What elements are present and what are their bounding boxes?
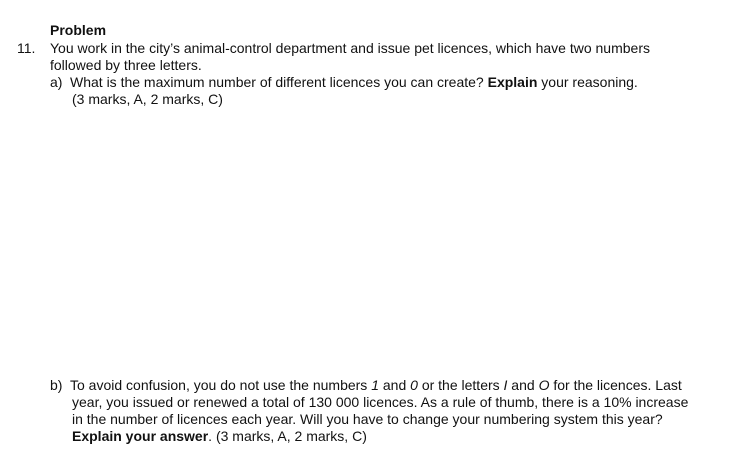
letter-i: I — [503, 377, 508, 393]
part-a-label: a) — [50, 74, 63, 90]
part-b-text: for the licences. Last — [549, 377, 682, 393]
part-a-bold: Explain — [487, 74, 538, 90]
part-a-marks: (3 marks, A, 2 marks, C) — [72, 91, 223, 107]
part-a — [50, 74, 730, 91]
part-b-line-1 — [50, 377, 730, 394]
section-heading: Problem — [50, 22, 107, 38]
part-a-text: What is the maximum number of different licences you can create? — [70, 74, 488, 90]
question-number: 11. — [17, 40, 36, 56]
number-one: 1 — [371, 377, 379, 393]
stem-line-1: You work in the city’s animal-control department and issue pet licences, which have two numbers — [50, 40, 650, 56]
part-b-marks: . (3 marks, A, 2 marks, C) — [208, 428, 367, 444]
stem-line-2: followed by three letters. — [50, 57, 202, 73]
part-a-text-after: your reasoning. — [537, 74, 638, 90]
part-b-line-2: year, you issued or renewed a total of 130 000 licences. As a rule of thumb, there is a 10% increase — [72, 394, 689, 410]
part-b — [50, 377, 730, 445]
part-b-text: To avoid confusion, you do not use the numbers — [70, 377, 372, 393]
part-b-text: and — [507, 377, 539, 393]
part-b-line-3: in the number of licences each year. Will you have to change your numbering system this year? — [72, 411, 663, 427]
number-zero: 0 — [410, 377, 418, 393]
letter-o: O — [538, 377, 550, 393]
part-b-text: and — [379, 377, 411, 393]
question-stem — [50, 40, 710, 74]
part-b-line-4 — [50, 428, 730, 445]
part-b-text: or the letters — [417, 377, 504, 393]
part-b-bold: Explain your answer — [72, 428, 209, 444]
part-b-label: b) — [50, 377, 63, 393]
